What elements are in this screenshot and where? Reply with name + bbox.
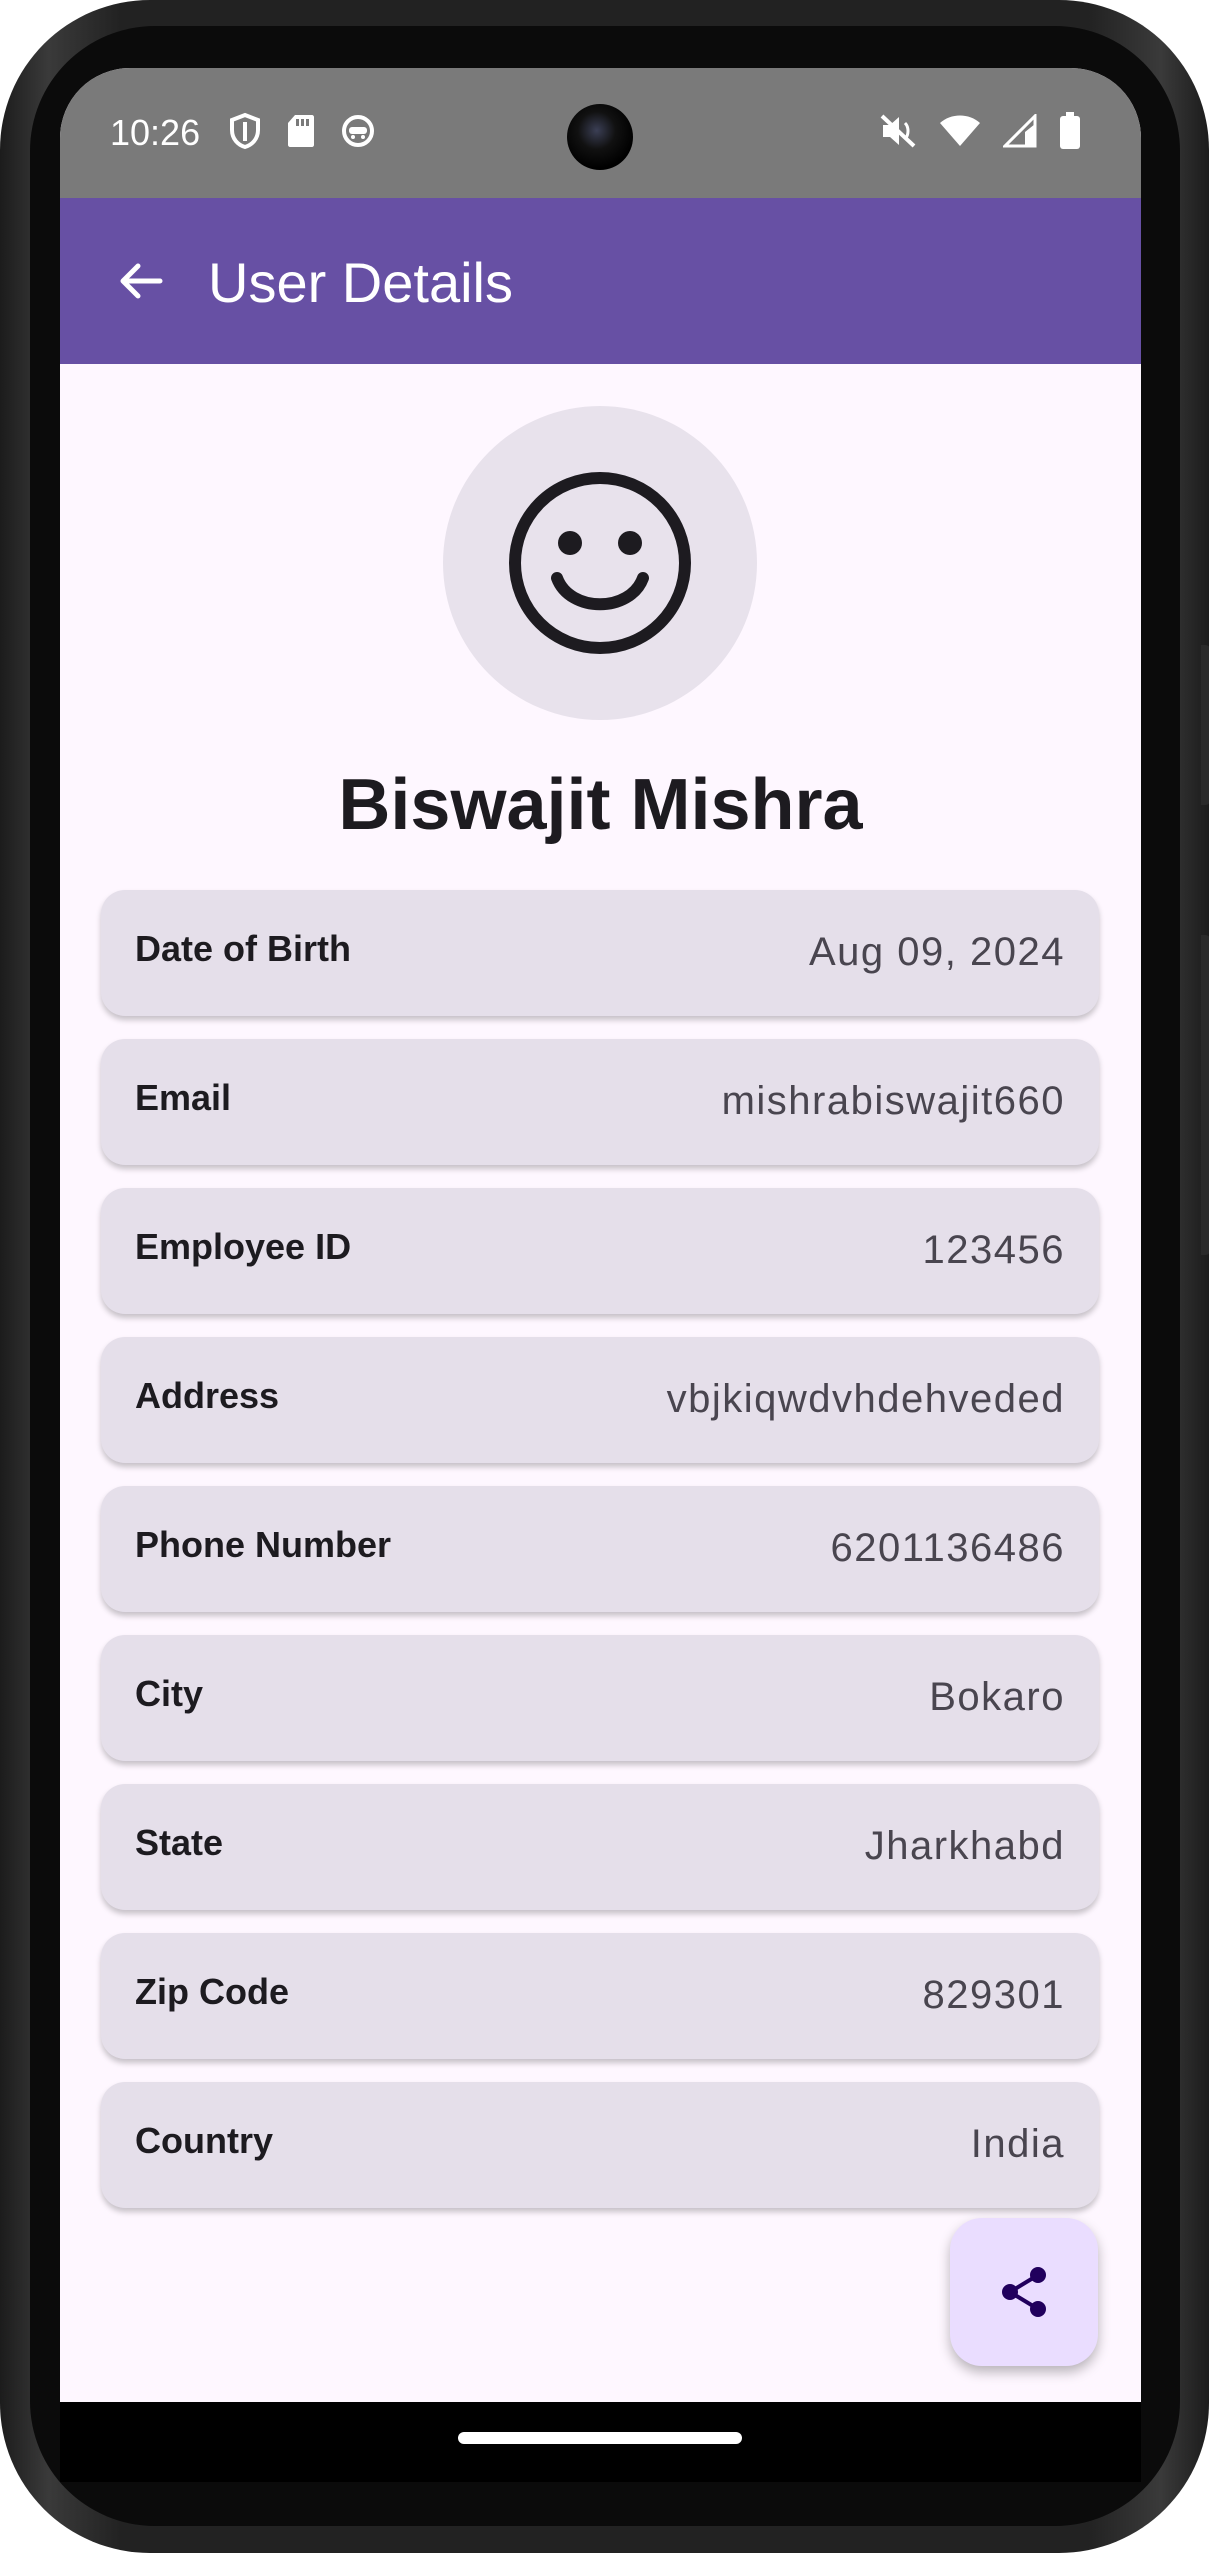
detail-label: Address [135,1375,280,1416]
status-icons-left [228,112,376,150]
page-title: User Details [208,251,513,314]
detail-label: Country [135,2120,273,2161]
status-bar [60,68,1141,198]
home-gesture-handle[interactable] [458,2432,742,2444]
battery-icon [1059,112,1081,150]
detail-card-zip-code [101,1933,1099,2059]
screen [60,68,1141,2402]
detail-value: Aug 09, 2024 [809,930,1065,974]
share-icon [996,2264,1052,2320]
detail-value: 829301 [922,1973,1065,2017]
detail-value: Bokaro [929,1675,1065,1719]
sd-card-icon [286,113,316,149]
detail-label: Date of Birth [135,928,351,969]
avatar [443,406,757,720]
detail-value: 123456 [922,1228,1065,1272]
detail-value: Jharkhabd [864,1824,1065,1868]
detail-card-state [101,1784,1099,1910]
power-button [1201,645,1209,805]
detail-label: City [135,1673,204,1714]
top-app-bar [60,198,1141,364]
status-time: 10:26 [110,112,201,153]
detail-card-country [101,2082,1099,2208]
arrow-back-icon [116,257,164,305]
detail-value: mishrabiswajit660 [721,1079,1065,1123]
detail-card-date-of-birth [101,890,1099,1016]
detail-label: Zip Code [135,1971,289,2012]
user-name: Biswajit Mishra [338,765,863,845]
detail-card-phone-number [101,1486,1099,1612]
detail-label: Phone Number [135,1524,392,1565]
detail-card-email [101,1039,1099,1165]
back-button[interactable] [100,241,180,321]
mute-icon [879,113,917,149]
detail-label: Email [135,1077,232,1118]
app-notification-icon [340,113,376,149]
detail-value: vbjkiqwdvhdehveded [666,1377,1065,1421]
detail-label: State [135,1822,224,1863]
volume-button [1201,935,1209,1255]
status-icons-right [879,112,1081,150]
detail-label: Employee ID [135,1226,352,1267]
share-button[interactable] [950,2218,1098,2366]
detail-value: India [970,2122,1065,2166]
wifi-icon [939,114,981,148]
detail-card-employee-id [101,1188,1099,1314]
detail-value: 6201136486 [830,1526,1065,1570]
detail-card-city [101,1635,1099,1761]
shield-icon [228,112,262,150]
cellular-icon [1003,114,1037,148]
navigation-bar [60,2402,1141,2482]
front-camera [567,104,633,170]
detail-card-address [101,1337,1099,1463]
smiley-face-icon [505,468,695,658]
